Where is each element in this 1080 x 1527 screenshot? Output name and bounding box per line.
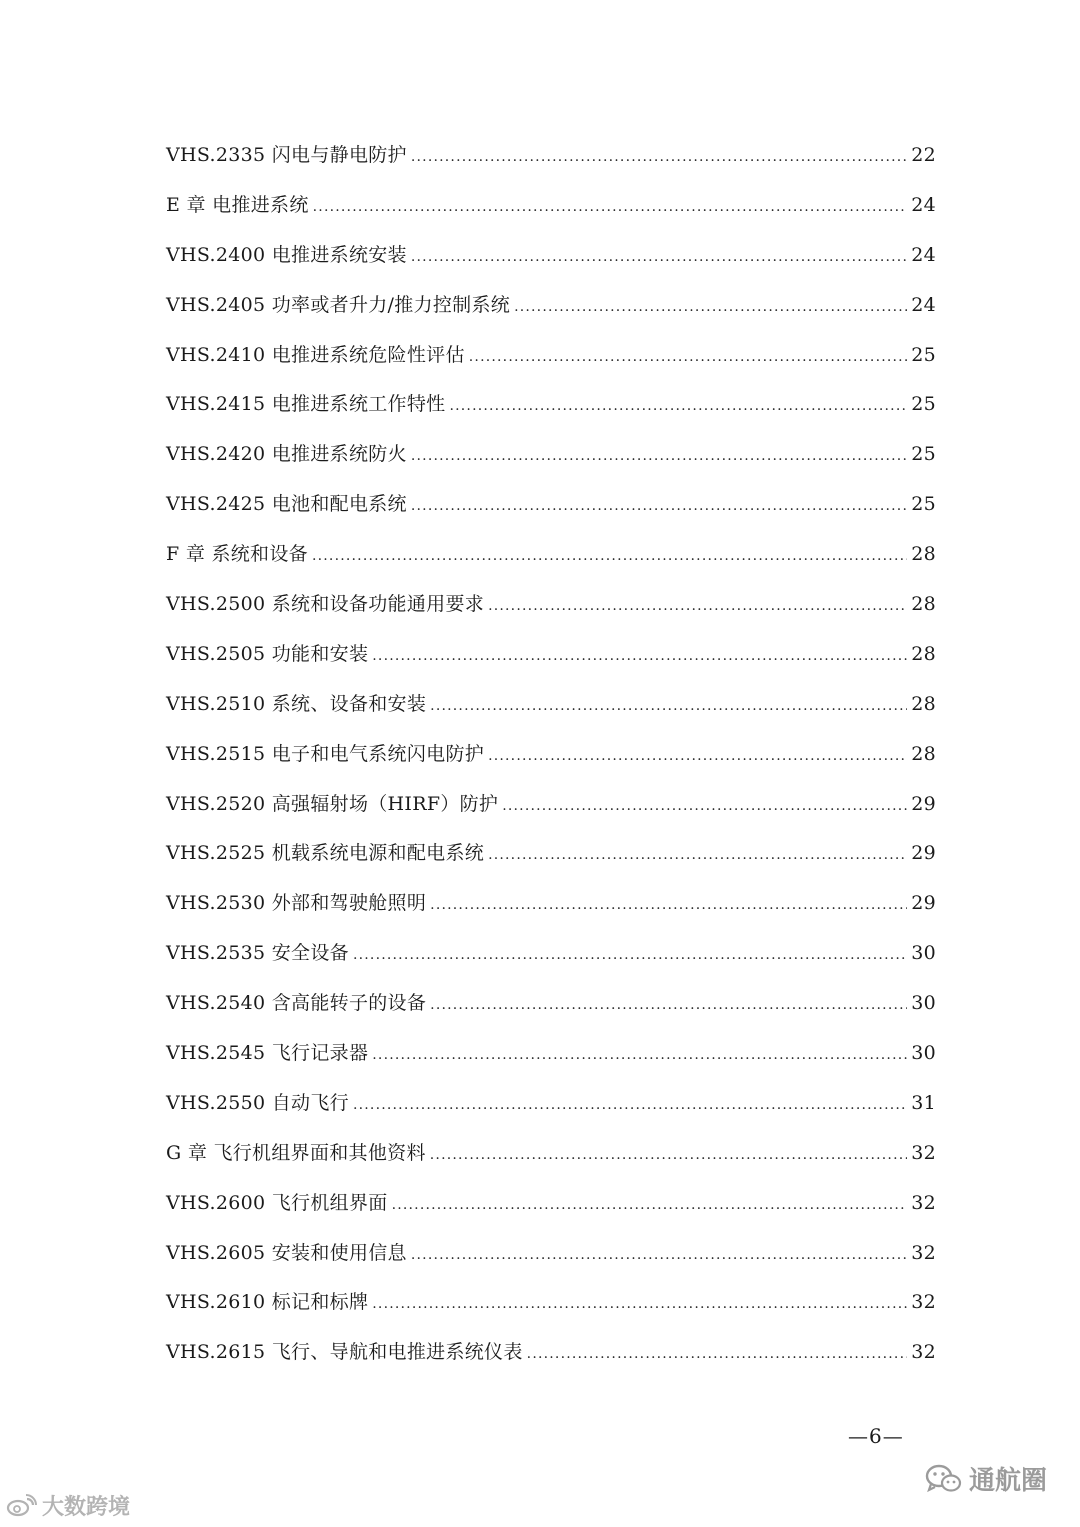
toc-entry[interactable] [166,1179,936,1229]
toc-entry-title: VHS.2420 电推进系统防火 [166,443,407,466]
watermark-right-text: 通航圈 [969,1466,1048,1496]
page-number: —6— [848,1424,904,1448]
toc-dot-leader [353,931,907,981]
toc-entry-title: VHS.2510 系统、设备和安装 [166,692,427,715]
toc-entry-title: E 章 电推进系统 [166,193,309,216]
toc-entry-page: 30 [911,942,936,965]
toc-entry-page: 32 [911,1241,936,1264]
toc-entry-title: VHS.2415 电推进系统工作特性 [166,393,446,416]
toc-dot-leader [488,582,907,632]
toc-entry-page: 25 [911,443,936,466]
toc-entry[interactable] [166,430,936,480]
toc-entry[interactable] [166,1079,936,1129]
toc-entry[interactable] [166,780,936,830]
toc-dot-leader [372,1280,907,1330]
toc-entry-page: 29 [911,892,936,915]
toc-chapter-entry[interactable] [166,1129,936,1179]
toc-entry[interactable] [166,380,936,430]
toc-entry-page: 24 [911,293,936,316]
toc-entry-page: 28 [911,692,936,715]
toc-entry-page: 25 [911,493,936,516]
toc-dot-leader [514,283,907,333]
toc-entry[interactable] [166,1328,936,1378]
toc-entry[interactable] [166,630,936,680]
toc-entry-title: VHS.2535 安全设备 [166,942,349,965]
toc-entry-page: 28 [911,593,936,616]
toc-dot-leader [469,333,907,383]
toc-entry-title: VHS.2550 自动飞行 [166,1091,349,1114]
toc-entry-page: 24 [911,193,936,216]
toc-dot-leader [411,432,907,482]
toc-entry-page: 29 [911,842,936,865]
toc-entry[interactable] [166,131,936,181]
toc-entry-title: VHS.2425 电池和配电系统 [166,493,407,516]
toc-dot-leader [430,881,907,931]
toc-chapter-entry[interactable] [166,181,936,231]
toc-entry-page: 28 [911,742,936,765]
toc-entry-title: VHS.2500 系统和设备功能通用要求 [166,593,485,616]
toc-entry-title: VHS.2335 闪电与静电防护 [166,144,407,166]
toc-dot-leader [430,682,907,732]
toc-dot-leader [488,831,907,881]
toc-dot-leader [502,782,907,832]
watermark-left [6,1490,130,1521]
toc-entry[interactable] [166,281,936,331]
toc-entry-title: VHS.2615 飞行、导航和电推进系统仪表 [166,1341,523,1364]
toc-dot-leader [353,1081,907,1131]
toc-entry-title: VHS.2515 电子和电气系统闪电防护 [166,742,485,765]
toc-entry-page: 24 [911,243,936,266]
toc-entry-page: 28 [911,543,936,566]
watermark-left-text: 大数跨境 [42,1495,131,1520]
toc-entry-page: 32 [911,1341,936,1364]
toc-entry-page: 32 [911,1291,936,1314]
toc-entry-title: VHS.2525 机载系统电源和配电系统 [166,842,485,865]
toc-entry[interactable] [166,231,936,281]
toc-entry-title: VHS.2540 含高能转子的设备 [166,992,427,1015]
toc-dot-leader [527,1330,908,1380]
toc-entry[interactable] [166,829,936,879]
toc-entry-title: VHS.2545 飞行记录器 [166,1042,369,1065]
toc-entry-title: VHS.2610 标记和标牌 [166,1291,369,1314]
toc-dot-leader [411,133,907,183]
toc-entry-page: 22 [911,144,936,166]
toc-entry-title: VHS.2600 飞行机组界面 [166,1191,388,1214]
toc-dot-leader [372,1031,907,1081]
toc-dot-leader [449,382,907,432]
toc-entry[interactable] [166,929,936,979]
toc-dot-leader [488,732,907,782]
toc-entry[interactable] [166,1229,936,1279]
toc-entry[interactable] [166,879,936,929]
toc-entry[interactable] [166,1029,936,1079]
toc-dot-leader [392,1181,908,1231]
toc-dot-leader [430,1131,907,1181]
toc-entry[interactable] [166,1278,936,1328]
toc-entry-title: VHS.2605 安装和使用信息 [166,1241,407,1264]
toc-dot-leader [312,532,907,582]
toc-entry-title: VHS.2505 功能和安装 [166,642,369,665]
toc-entry[interactable] [166,331,936,381]
toc-chapter-entry[interactable] [166,530,936,580]
toc-entry-title: F 章 系统和设备 [166,543,308,566]
toc-entry-title: VHS.2400 电推进系统安装 [166,243,407,266]
toc-dot-leader [411,482,907,532]
toc-entry[interactable] [166,680,936,730]
toc-entry-page: 30 [911,1042,936,1065]
toc-dot-leader [411,1231,907,1281]
toc-entry-page: 28 [911,642,936,665]
toc-dot-leader [372,632,907,682]
toc-entry[interactable] [166,480,936,530]
toc-entry[interactable] [166,979,936,1029]
weibo-logo-icon [6,1494,38,1518]
watermark-right [925,1460,1047,1497]
toc-entry[interactable] [166,730,936,780]
toc-entry-page: 25 [911,393,936,416]
toc-dot-leader [430,981,907,1031]
toc-dot-leader [411,233,907,283]
toc-entry-page: 30 [911,992,936,1015]
toc-entry-page: 32 [911,1141,936,1164]
toc-entry-page: 32 [911,1191,936,1214]
toc-entry-title: VHS.2530 外部和驾驶舱照明 [166,892,427,915]
toc-entry-title: VHS.2410 电推进系统危险性评估 [166,343,465,366]
toc-entry[interactable] [166,580,936,630]
table-of-contents [166,131,936,1378]
toc-entry-title: VHS.2520 高强辐射场（HIRF）防护 [166,792,499,815]
toc-entry-title: VHS.2405 功率或者升力/推力控制系统 [166,293,511,316]
toc-entry-title: G 章 飞行机组界面和其他资料 [166,1141,426,1164]
wechat-logo-icon [925,1463,963,1495]
toc-entry-page: 31 [911,1091,936,1114]
toc-entry-page: 25 [911,343,936,366]
toc-entry-page: 29 [911,792,936,815]
toc-dot-leader [313,183,908,233]
